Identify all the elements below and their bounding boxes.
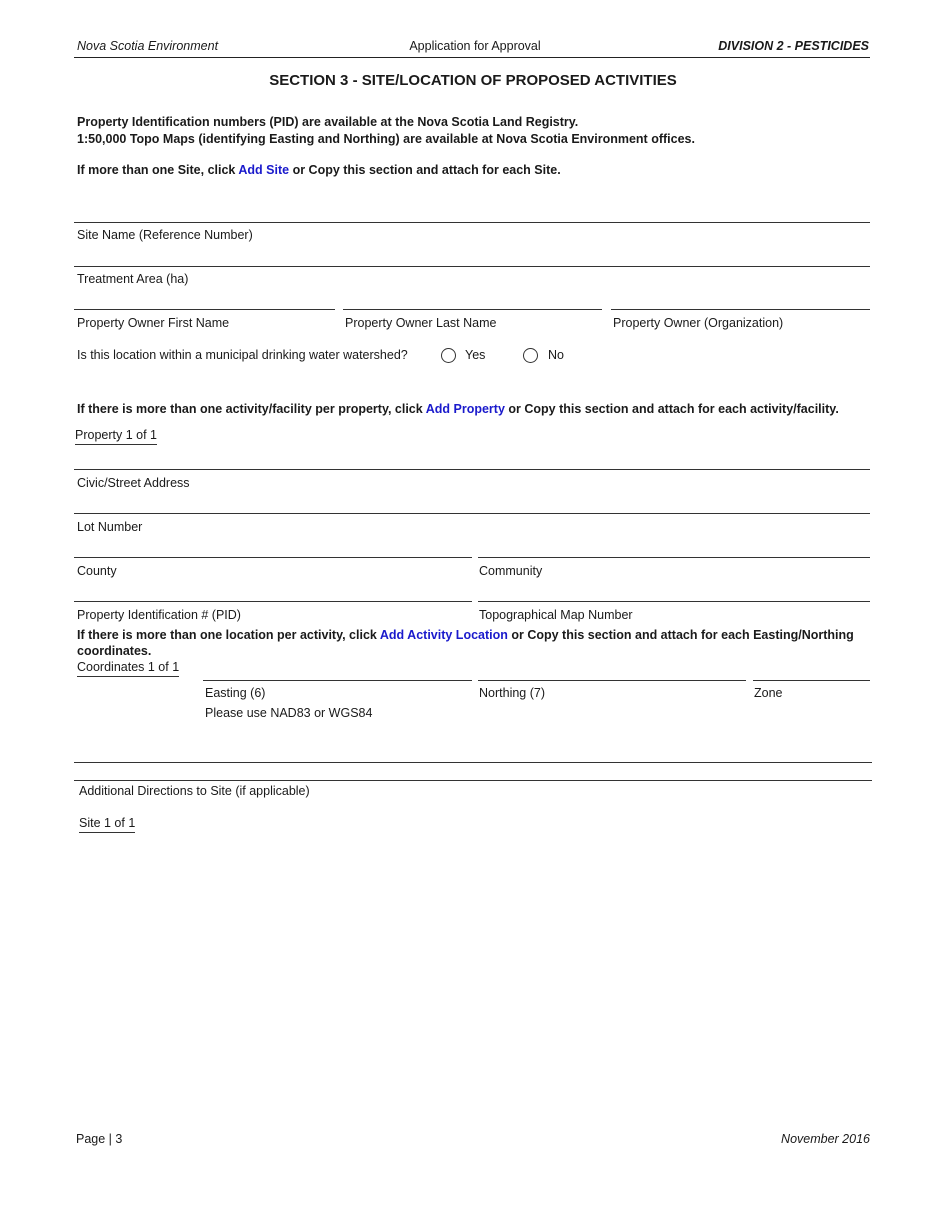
- header-agency: Nova Scotia Environment: [77, 39, 219, 53]
- topo-map-label: Topographical Map Number: [479, 608, 633, 622]
- owner-first-name-label: Property Owner First Name: [77, 316, 230, 330]
- add-site-link[interactable]: Add Site: [238, 163, 290, 177]
- easting-label: Easting (6): [205, 686, 266, 700]
- topo-map-field[interactable]: [478, 601, 870, 602]
- northing-field[interactable]: [478, 680, 746, 681]
- add-property-instruction: [77, 402, 839, 416]
- directions-field[interactable]: [74, 780, 872, 781]
- coordinates-counter: Coordinates 1 of 1: [77, 660, 179, 677]
- add-location-suffix: or Copy this section and attach for each Easting/Northing: [507, 628, 854, 642]
- property-counter: Property 1 of 1: [75, 428, 157, 445]
- page-number: Page | 3: [76, 1132, 123, 1146]
- pid-info: Property Identification numbers (PID) are available at the Nova Scotia Land Registry.: [77, 115, 579, 129]
- watershed-yes-label: Yes: [465, 348, 486, 362]
- add-site-prefix: If more than one Site, click: [77, 163, 239, 177]
- community-field[interactable]: [478, 557, 870, 558]
- owner-organization-label: Property Owner (Organization): [613, 316, 784, 330]
- header-rule: [74, 57, 870, 58]
- add-property-link[interactable]: Add Property: [425, 402, 505, 416]
- watershed-no-radio[interactable]: [523, 348, 538, 363]
- site-name-field[interactable]: [74, 222, 870, 223]
- add-site-instruction: [77, 163, 561, 177]
- site-name-label: Site Name (Reference Number): [77, 228, 253, 242]
- county-label: County: [77, 564, 117, 578]
- site-counter: Site 1 of 1: [79, 816, 135, 833]
- zone-label: Zone: [754, 686, 783, 700]
- add-location-prefix: If there is more than one location per activity, click: [77, 628, 380, 642]
- owner-organization-field[interactable]: [611, 309, 870, 310]
- directions-field-top-rule: [74, 762, 872, 763]
- civic-address-label: Civic/Street Address: [77, 476, 190, 490]
- header-division: DIVISION 2 - PESTICIDES: [718, 39, 869, 53]
- topo-info: 1:50,000 Topo Maps (identifying Easting and Northing) are available at Nova Scotia Environment offices.: [77, 132, 695, 146]
- watershed-no-label: No: [548, 348, 564, 362]
- pid-field[interactable]: [74, 601, 472, 602]
- add-location-instruction: [77, 628, 854, 642]
- lot-number-field[interactable]: [74, 513, 870, 514]
- pid-label: Property Identification # (PID): [77, 608, 241, 622]
- add-location-instruction-line2: coordinates.: [77, 644, 152, 658]
- community-label: Community: [479, 564, 543, 578]
- header-form-title: Application for Approval: [409, 39, 541, 53]
- northing-label: Northing (7): [479, 686, 545, 700]
- add-property-suffix: or Copy this section and attach for each activity/facility.: [504, 402, 839, 416]
- add-property-prefix: If there is more than one activity/facility per property, click: [77, 402, 426, 416]
- add-site-suffix: or Copy this section and attach for each Site.: [289, 163, 561, 177]
- watershed-yes-radio[interactable]: [441, 348, 456, 363]
- easting-field[interactable]: [203, 680, 472, 681]
- treatment-area-label: Treatment Area (ha): [77, 272, 189, 286]
- datum-note: Please use NAD83 or WGS84: [205, 706, 373, 720]
- directions-label: Additional Directions to Site (if applicable): [79, 784, 310, 798]
- lot-number-label: Lot Number: [77, 520, 143, 534]
- watershed-question: Is this location within a municipal drinking water watershed?: [77, 348, 408, 362]
- footer-date: November 2016: [781, 1132, 870, 1146]
- county-field[interactable]: [74, 557, 472, 558]
- civic-address-field[interactable]: [74, 469, 870, 470]
- add-location-link[interactable]: Add Activity Location: [379, 628, 508, 642]
- owner-last-name-label: Property Owner Last Name: [345, 316, 497, 330]
- zone-field[interactable]: [753, 680, 870, 681]
- treatment-area-field[interactable]: [74, 266, 870, 267]
- owner-first-name-field[interactable]: [74, 309, 335, 310]
- section-title: SECTION 3 - SITE/LOCATION OF PROPOSED ACTIVITIES: [269, 72, 677, 89]
- owner-last-name-field[interactable]: [343, 309, 602, 310]
